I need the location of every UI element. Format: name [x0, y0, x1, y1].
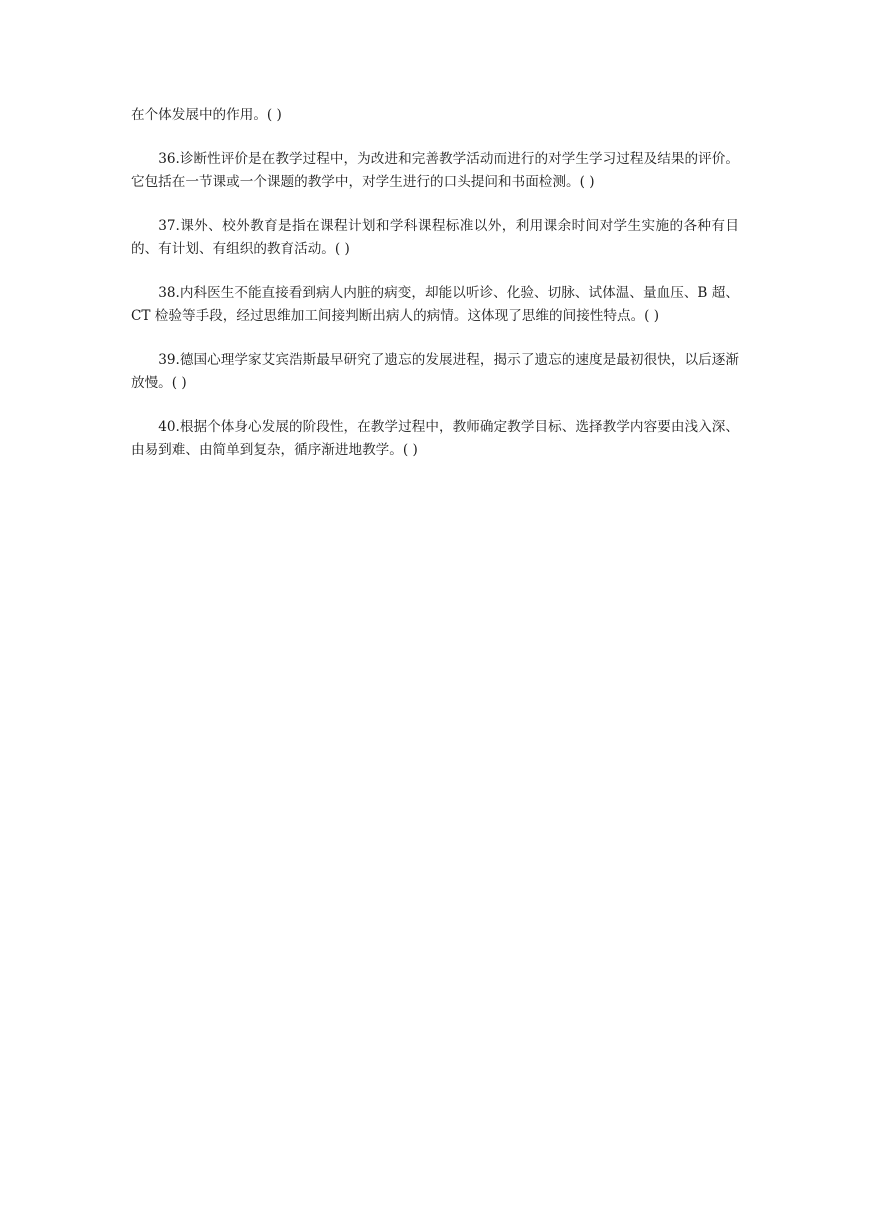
- question-40: 40.根据个体身心发展的阶段性，在教学过程中，教师确定教学目标、选择教学内容要由浅入深、由易到难、由简单到复杂，循序渐进地教学。( ): [131, 419, 739, 458]
- question-36: 36.诊断性评价是在教学过程中，为改进和完善教学活动而进行的对学生学习过程及结果的评价。它包括在一节课或一个课题的教学中，对学生进行的口头提问和书面检测。( ): [131, 151, 739, 190]
- question-38: 38.内科医生不能直接看到病人内脏的病变，却能以听诊、化验、切脉、试体温、量血压、B 超、CT 检验等手段，经过思维加工间接判断出病人的病情。这体现了思维的间接性特点。( ): [131, 285, 739, 324]
- continuation-text: 在个体发展中的作用。( ): [131, 107, 282, 123]
- document-body: [131, 104, 739, 483]
- question-39: 39.德国心理学家艾宾浩斯最早研究了遗忘的发展进程，揭示了遗忘的速度是最初很快，以后逐渐放慢。( ): [131, 352, 739, 391]
- question-37: 37.课外、校外教育是指在课程计划和学科课程标准以外，利用课余时间对学生实施的各种有目的、有计划、有组织的教育活动。( ): [131, 218, 739, 257]
